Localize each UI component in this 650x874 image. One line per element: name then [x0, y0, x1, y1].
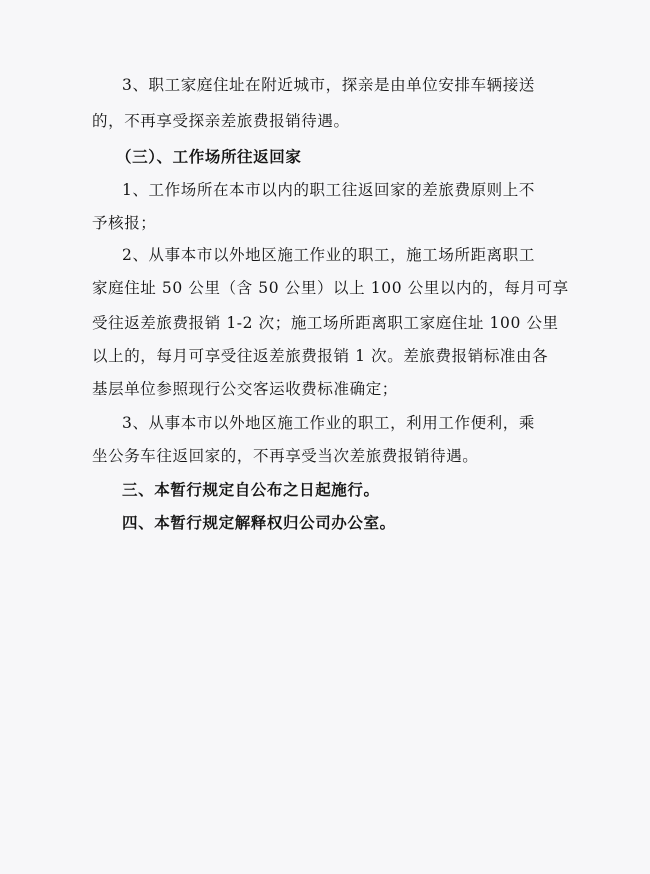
text-line: 3、从事本市以外地区施工作业的职工，利用工作便利，乘: [122, 414, 535, 432]
text-line: 家庭住址 50 公里（含 50 公里）以上 100 公里以内的，每月可享: [92, 279, 569, 297]
text-line: 1、工作场所在本市以内的职工往返回家的差旅费原则上不: [122, 181, 535, 199]
text-line: 受往返差旅费报销 1-2 次；施工场所距离职工家庭住址 100 公里: [92, 314, 559, 332]
article-4-interpretation: 四、本暂行规定解释权归公司办公室。: [122, 513, 396, 532]
section-3-heading: （三）、工作场所往返回家: [116, 147, 302, 166]
text-line: 坐公务车往返回家的，不再享受当次差旅费报销待遇。: [92, 447, 479, 465]
text-line: 2、从事本市以外地区施工作业的职工，施工场所距离职工: [122, 246, 535, 264]
text-line: 予核报；: [92, 214, 157, 232]
text-line: 基层单位参照现行公交客运收费标准确定；: [92, 380, 398, 398]
text-line: 的，不再享受探亲差旅费报销待遇。: [92, 112, 350, 130]
text-line: 以上的，每月可享受往返差旅费报销 1 次。差旅费报销标准由各: [92, 347, 549, 365]
article-3-effective: 三、本暂行规定自公布之日起施行。: [122, 480, 380, 499]
text-line: 3、职工家庭住址在附近城市，探亲是由单位安排车辆接送: [122, 76, 535, 94]
